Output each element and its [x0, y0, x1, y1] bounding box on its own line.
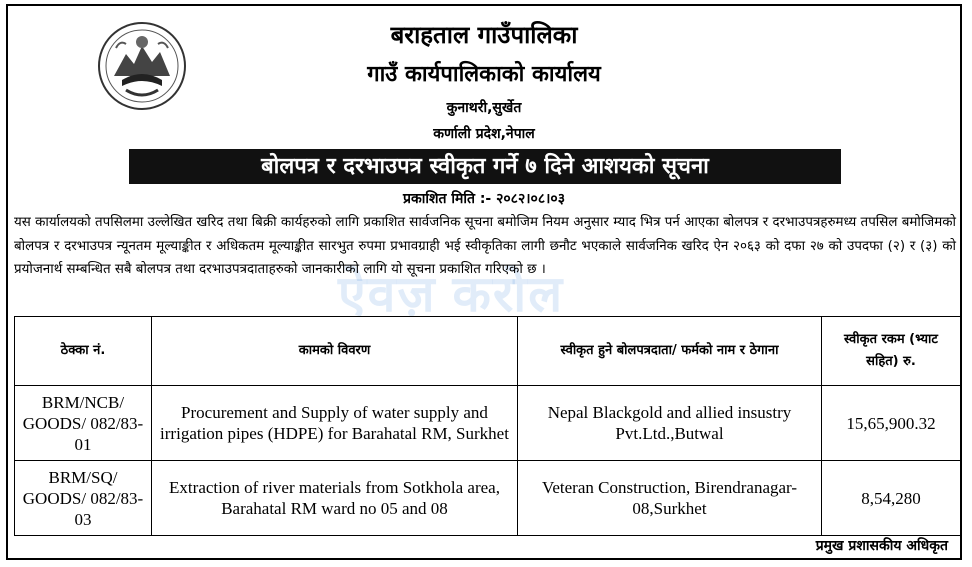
municipality-name: बराहताल गाउँपालिका	[390, 21, 578, 49]
cell-contract-no: BRM/NCB/ GOODS/ 082/83-01	[15, 386, 152, 461]
table-row	[15, 461, 961, 536]
signoff: प्रमुख प्रशासकीय अधिकृत	[815, 538, 948, 554]
notice-frame	[6, 4, 962, 560]
cell-description: Procurement and Supply of water supply and irrigation pipes (HDPE) for Barahatal RM, Surkhet	[152, 386, 518, 461]
office-province: कर्णाली प्रदेश,नेपाल	[433, 126, 535, 142]
office-name: गाउँ कार्यपालिकाको कार्यालय	[367, 62, 601, 87]
header-description: कामको विवरण	[152, 317, 518, 386]
header-contract-no: ठेक्का नं.	[15, 317, 152, 386]
cell-bidder: Veteran Construction, Birendranagar-08,Surkhet	[518, 461, 822, 536]
cell-amount: 15,65,900.32	[822, 386, 961, 461]
office-location: कुनाथरी,सुर्खेत	[446, 100, 522, 116]
cell-bidder: Nepal Blackgold and allied insustry Pvt.Ltd.,Butwal	[518, 386, 822, 461]
published-date: प्रकाशित मिति :- २०८२।०८।०३	[403, 191, 565, 207]
cell-amount: 8,54,280	[822, 461, 961, 536]
watermark: ऐवज़ करोल	[338, 266, 565, 322]
award-table	[14, 316, 961, 536]
notice-body: यस कार्यालयको तपसिलमा उल्लेखित खरिद तथा बिक्री कार्यहरुको लागि प्रकाशित सार्वजनिक सूचना बमोजिम नियम अनुसार म्याद भित्र पर्न आएका बोलपत्र र दरभाउपत्रहरुमध्य तपसिल बमोजिमको बोलपत्र र दरभाउपत्र न्यूनतम मूल्याङ्कीत र अधिकतम मूल्याङ्कीत सारभुत रुपमा प्रभावग्राही भई स्वीकृतिका लागी छनौट भएकाले सार्वजनिक खरिद ऐन २०६३ को दफा २७ को उपदफा (२) र (३) को प्रयोजनार्थ सम्बन्धित सबै बोलपत्र तथा दरभाउपत्रदाताहरुको जानकारीको लागि यो सूचना प्रकाशित गरिएको छ ।	[14, 215, 956, 277]
cell-description: Extraction of river materials from Sotkhola area, Barahatal RM ward no 05 and 08	[152, 461, 518, 536]
notice-title: बोलपत्र र दरभाउपत्र स्वीकृत गर्ने ७ दिने आशयको सूचना	[129, 149, 841, 184]
cell-contract-no: BRM/SQ/ GOODS/ 082/83-03	[15, 461, 152, 536]
header-bidder: स्वीकृत हुने बोलपत्रदाता/ फर्मको नाम र ठेगाना	[518, 317, 822, 386]
table-header-row	[15, 317, 961, 386]
table-row	[15, 386, 961, 461]
header-amount: स्वीकृत रकम (भ्याट सहित) रु.	[822, 317, 961, 386]
